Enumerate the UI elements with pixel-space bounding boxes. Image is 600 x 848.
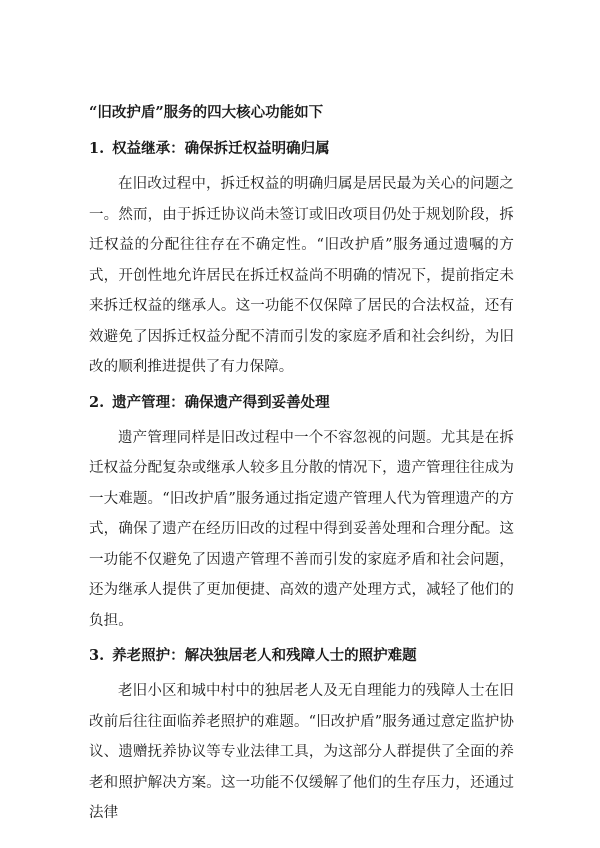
- document-title: “旧改护盾”服务的四大核心功能如下: [89, 104, 324, 121]
- section-title: 遗产管理：确保遗产得到妥善处理: [112, 393, 330, 411]
- section-number: 1.: [89, 140, 105, 157]
- section-heading-inheritance: [89, 139, 514, 159]
- section-number: 3.: [89, 647, 105, 664]
- document-body: [89, 103, 514, 829]
- section-heading-elder-care: [89, 646, 514, 666]
- section-title: 养老照护：解决独居老人和残障人士的照护难题: [112, 647, 417, 664]
- section-paragraph-inheritance: 在旧改过程中，拆迁权益的明确归属是居民最为关心的问题之一。然而，由于拆迁协议尚未签订或旧改项目仍处于规划阶段，拆迁权益的分配往往存在不确定性。“旧改护盾”服务通过遗嘱的方式，开创性地允许居民在拆迁权益尚不明确的情况下，提前指定未来拆迁权益的继承人。这一功能不仅保障了居民的合法权益，还有效避免了因拆迁权益分配不清而引发的家庭矛盾和社会纠纷，为旧改的顺利推进提供了有力保障。: [89, 176, 514, 375]
- section-heading-estate-management: [89, 393, 514, 413]
- section-title: 权益继承：确保拆迁权益明确归属: [112, 140, 330, 157]
- section-paragraph-estate-management: 遗产管理同样是旧改过程中一个不容忽视的问题。尤其是在拆迁权益分配复杂或继承人较多且分散的情况下，遗产管理往往成为一大难题。“旧改护盾”服务通过指定遗产管理人代为管理遗产的方式，确保了遗产在经历旧改的过程中得到妥善处理和合理分配。这一功能不仅避免了因遗产管理不善而引发的家庭矛盾和社会问题，还为继承人提供了更加便捷、高效的遗产处理方式，减轻了他们的负担。: [89, 429, 514, 629]
- section-number: 2.: [89, 393, 105, 411]
- section-paragraph-elder-care: 老旧小区和城中村中的独居老人及无自理能力的残障人士在旧改前后往往面临养老照护的难题。“旧改护盾”服务通过意定监护协议、遗赠抚养协议等专业法律工具，为这部分人群提供了全面的养老和照护解决方案。这一功能不仅缓解了他们的生存压力，还通过法律: [89, 683, 514, 821]
